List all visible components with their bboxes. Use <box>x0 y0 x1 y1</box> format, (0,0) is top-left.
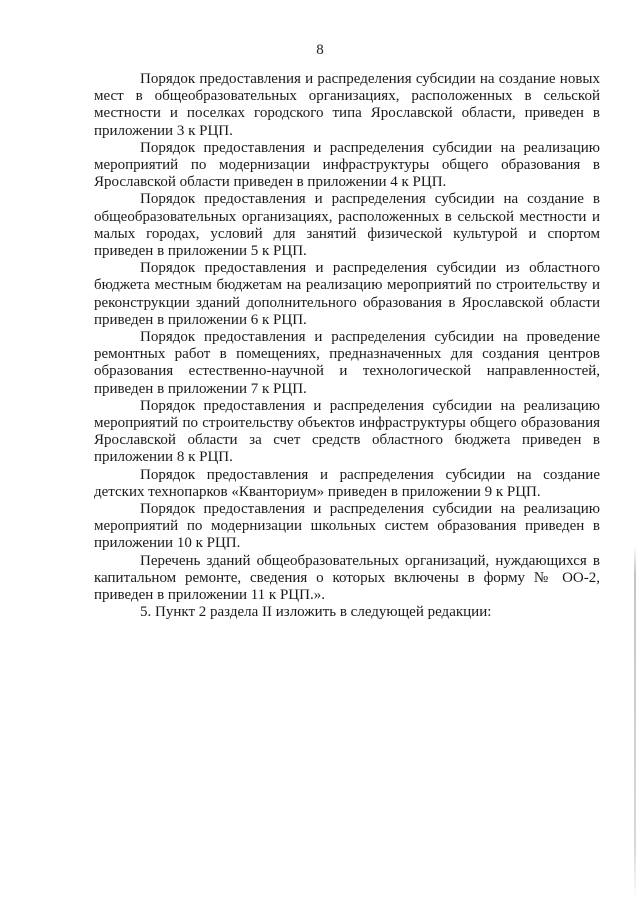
paragraph: Порядок предоставления и распределения субсидии на проведение ремонтных работ в помещениях, предназначенных для создания центров образования естественно-научной и технологической направленностей, приведен в приложении 7 к РЦП. <box>94 329 600 397</box>
page-number: 8 <box>316 42 324 58</box>
paragraph: Перечень зданий общеобразовательных организаций, нуждающихся в капитальном ремонте, сведения о которых включены в форму № ОО-2, приведен в приложении 11 к РЦП.». <box>94 552 600 604</box>
paragraph: 5. Пункт 2 раздела II изложить в следующей редакции: <box>140 604 492 621</box>
document-body <box>94 71 600 622</box>
paragraph: Порядок предоставления и распределения субсидии на создание детских технопарков «Кванториум» приведен в приложении 9 к РЦП. <box>94 466 600 500</box>
paragraph: Порядок предоставления и распределения субсидии на реализацию мероприятий по модернизации школьных систем образования приведен в приложении 10 к РЦП. <box>94 501 600 552</box>
paragraph: Порядок предоставления и распределения субсидии на создание новых мест в общеобразовательных организациях, расположенных в сельской местности и поселках городского типа Ярославской области, приведен в приложении 3 к РЦП. <box>94 71 600 139</box>
paragraph: Порядок предоставления и распределения субсидии на реализацию мероприятий по модернизации инфраструктуры общего образования в Ярославской области приведен в приложении 4 к РЦП. <box>94 139 600 191</box>
scan-edge-artifact <box>634 545 636 900</box>
paragraph: Порядок предоставления и распределения субсидии из областного бюджета местным бюджетам на реализацию мероприятий по строительству и реконструкции зданий дополнительного образования в Ярославской области приведен в приложении 6 к РЦП. <box>94 260 600 328</box>
paragraph: Порядок предоставления и распределения субсидии на создание в общеобразовательных организациях, расположенных в сельской местности и малых городах, условий для занятий физической культурой и спортом приведен в приложении 5 к РЦП. <box>94 191 600 260</box>
paragraph: Порядок предоставления и распределения субсидии на реализацию мероприятий по строительству объектов инфраструктуры общего образования Ярославской области за счет средств областного бюджета приведен в приложении 8 к РЦП. <box>94 397 600 466</box>
